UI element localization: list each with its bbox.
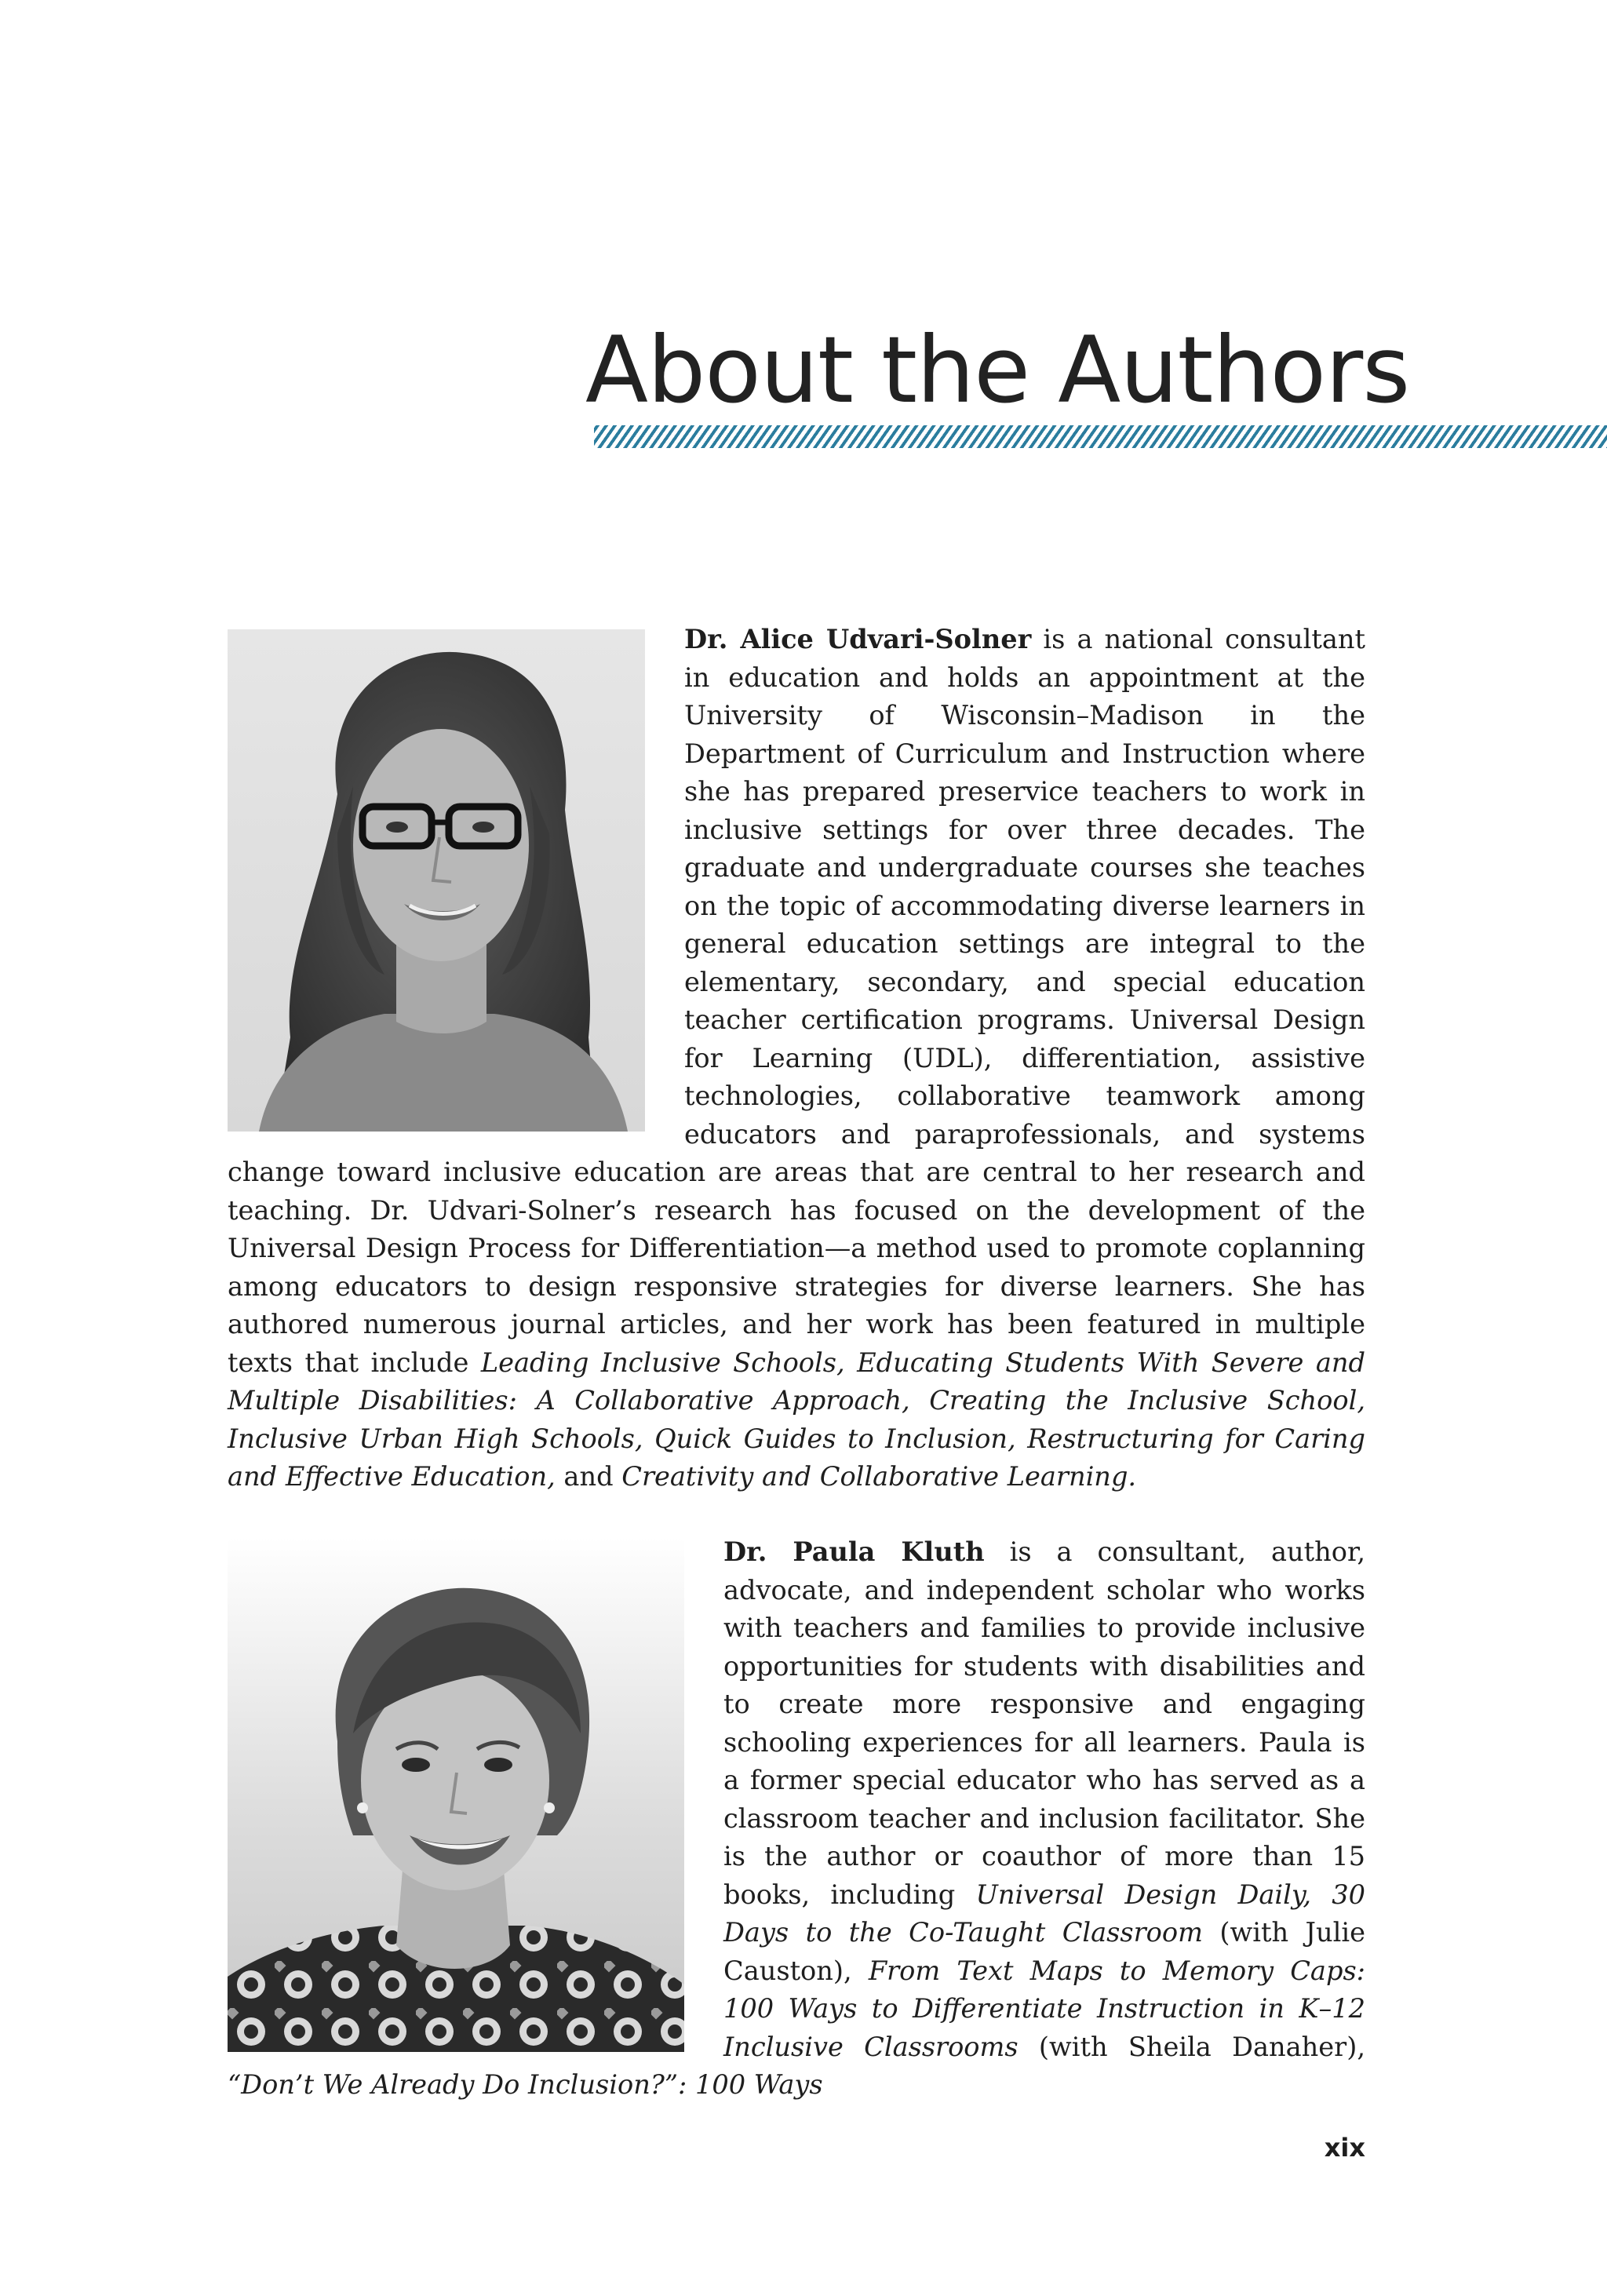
decorative-hatch-rule — [594, 425, 1607, 448]
bio-book-titles: Universal Design Daily, 30 Days to the Co-Taught Classroom — [723, 1879, 1366, 1948]
bio-text-run: (with Sheila Danaher), — [1018, 2031, 1365, 2062]
author-bio-kluth — [228, 1532, 1365, 2105]
bio-book-titles: Leading Inclusive Schools, Educating Students With Severe and Multiple Disabilities: A Collaborative Approach, Creating the Inclusive School, Inclusive Urban High Schools, Quick Guides to Inclusion, Restructuring for Caring and Effective Education, — [228, 1347, 1365, 1492]
bio-text-run: (with Julie Causton), — [723, 1917, 1365, 1986]
author-photo-udvari-solner — [228, 629, 645, 1132]
page-title: About the Authors — [585, 316, 1410, 424]
page-number: xix — [1324, 2133, 1365, 2163]
bio-text-run: and — [555, 1461, 622, 1492]
bio-text-run: is a national consultant in education and holds an appointment at the University of Wisconsin–Madison in the Department of Curriculum and Instruction where she has prepared preservice teachers to work in inclusive settings for over three decades. The graduate and undergraduate courses she teaches on the topic of accommodating diverse learners in general education settings are integral to the elementary, secondary, and special education teacher certification programs. Universal Design for Learning (UDL), differentiation, assistive technologies, collaborative teamwork among educators and paraprofessionals, and systems change toward inclusive education are areas that are central to her research and teaching. Dr. Udvari-Solner’s research has focused on the development of the Universal Design Process for Differentiation—a method used to promote coplanning among educators to design responsive strategies for diverse learners. She has authored numerous journal articles, and her work has been featured in multiple texts that include — [228, 624, 1366, 1378]
bio-book-titles: “Don’t We Already Do Inclusion?”: 100 Ways — [228, 2069, 823, 2100]
author-name: Dr. Alice Udvari-Solner — [684, 623, 1032, 654]
bio-text-run: is a consultant, author, advocate, and independent scholar who works with teachers and families to provide inclusive opportunities for students with disabilities and to create more responsive and engaging schooling experiences for all learners. Paula is a former special educator who has served as a classroom teacher and inclusion facilitator. She is the author or coauthor of more than 15 books, including — [723, 1536, 1365, 1910]
author-name: Dr. Paula Kluth — [723, 1536, 985, 1567]
author-photo-kluth — [228, 1537, 684, 2052]
bio-book-titles: Creativity and Collaborative Learning. — [621, 1461, 1137, 1492]
author-bio-udvari-solner — [228, 620, 1365, 1496]
bio-book-titles: From Text Maps to Memory Caps: 100 Ways to Differentiate Instruction in K–12 Inclusive Classrooms — [723, 1955, 1365, 2062]
